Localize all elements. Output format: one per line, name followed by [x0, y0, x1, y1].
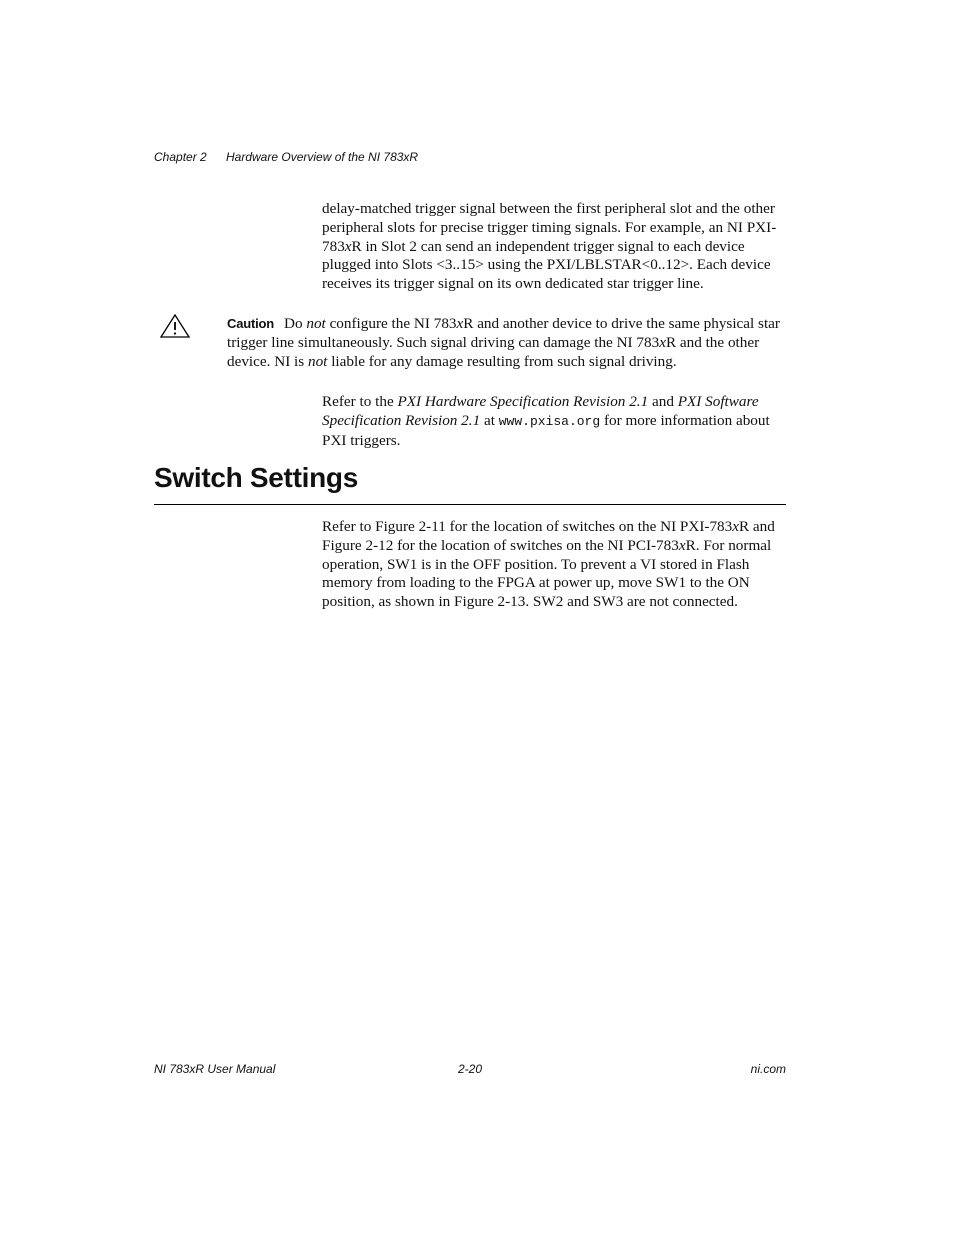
caution-italic-x-1: x — [456, 315, 464, 332]
footer-manual-title: NI 783xR User Manual — [154, 1062, 276, 1076]
caution-text-3: R and another device to drive the same physical star trigger line simultaneously. Such signal driving can damage the NI 783 — [227, 315, 780, 351]
para1-text-a: delay-matched trigger signal between the first peripheral slot and the other peripheral slots for precise trigger timing signals. For example, an NI PXI-783 — [322, 200, 777, 255]
pxisa-url: www.pxisa.org — [498, 413, 601, 429]
para2-text-3: at — [480, 411, 499, 429]
para1-italic-x: x — [344, 237, 352, 255]
heading-rule — [154, 504, 786, 505]
paragraph-switch-settings — [322, 518, 786, 612]
header-chapter: Chapter 2 — [154, 150, 207, 164]
para3-text-2: R and Figure 2-12 for the location of switches on the NI PCI-783 — [322, 518, 775, 554]
caution-emphasis-1: not — [306, 315, 326, 332]
para3-text-3: R. For normal operation, SW1 is in the OFF position. To prevent a VI stored in Flash memory from loading to the FPGA at power up, move SW1 to the ON position, as shown in Figure 2-13. SW2 and SW3 are not connected. — [322, 536, 772, 611]
header-title: Hardware Overview of the NI 783xR — [226, 150, 419, 164]
para3-italic-x-1: x — [732, 518, 739, 535]
para3-text-1: Refer to Figure 2-11 for the location of switches on the NI PXI-783 — [322, 518, 733, 535]
caution-text-1: Do — [283, 315, 307, 332]
pxi-hardware-spec-title: PXI Hardware Specification Revision 2.1 — [397, 393, 649, 410]
caution-text-4: R and the other device. NI is — [227, 333, 760, 370]
caution-note — [227, 315, 787, 371]
footer-website: ni.com — [750, 1062, 786, 1076]
caution-text-2: configure the NI 783 — [325, 315, 457, 332]
caution-emphasis-2: not — [307, 352, 328, 370]
para2-text-2: and — [648, 393, 678, 410]
paragraph-star-trigger — [322, 200, 786, 294]
caution-label: Caution — [227, 316, 274, 331]
para1-text-b: R in Slot 2 can send an independent trigger signal to each device plugged into Slots <3..15> using the PXI/LBLSTAR<0..12>. Each device receives its trigger signal on its own dedicated star trigger line. — [322, 237, 771, 293]
para2-text-1: Refer to the — [322, 393, 398, 410]
caution-italic-x-2: x — [659, 333, 666, 351]
caution-text-5: liable for any damage resulting from such signal driving. — [327, 352, 677, 370]
para2-text-4: for more information about PXI triggers. — [322, 411, 770, 449]
para3-italic-x-2: x — [678, 536, 686, 554]
running-header — [154, 150, 418, 164]
warning-triangle-icon — [159, 313, 191, 339]
footer-page-number: 2-20 — [458, 1062, 483, 1076]
section-heading: Switch Settings — [154, 462, 358, 493]
paragraph-pxi-spec-reference — [322, 393, 786, 450]
pxi-software-spec-title: PXI Software Specification Revision 2.1 — [322, 393, 759, 429]
